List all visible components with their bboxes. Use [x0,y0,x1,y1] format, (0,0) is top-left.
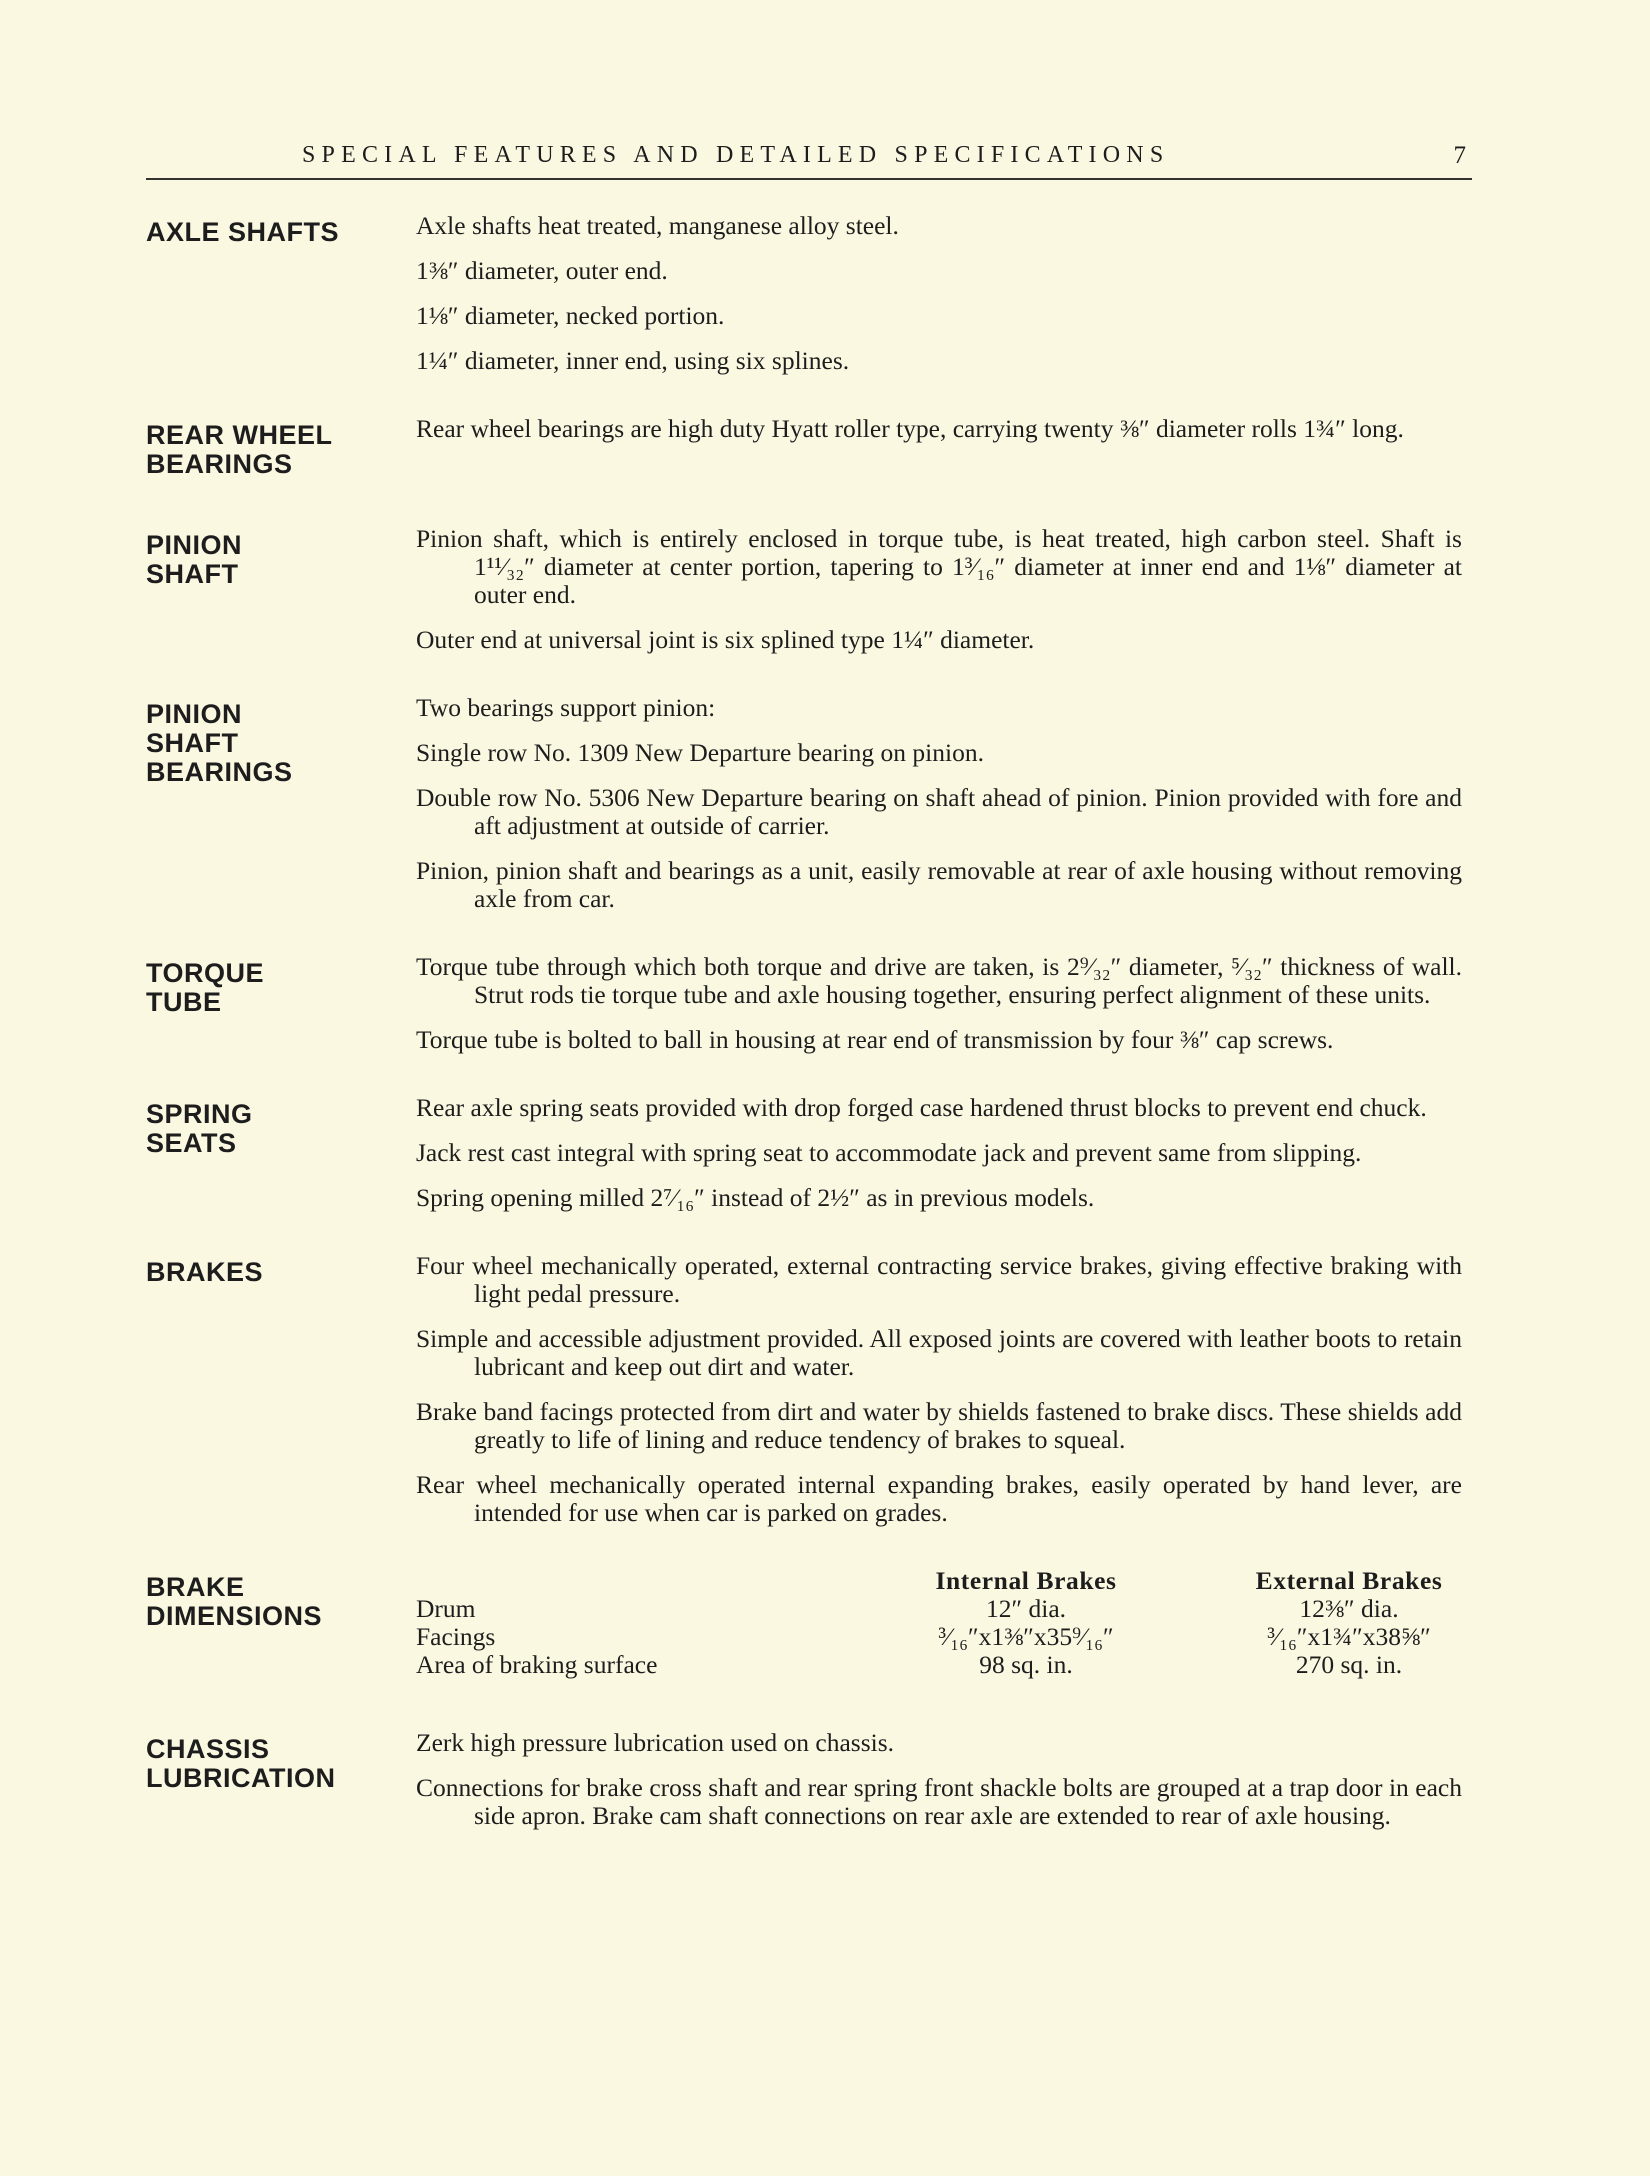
section-torque-tube [0,953,1650,1054]
section-rear-wheel-bearings [0,415,1650,485]
internal-drum-value: 12″ dia. [985,1594,1067,1623]
section-pinion-shaft [0,525,1650,654]
spec-paragraph: Simple and accessible adjustment provided. All exposed joints are covered with leather boots to retain lubricant and keep out dirt and water. [416,1324,1462,1381]
spec-paragraph: Torque tube is bolted to ball in housing at rear end of transmission by four ⅜″ cap screws. [416,1025,1334,1054]
section-body [416,1252,1462,1527]
column-header-external: External Brakes [1255,1566,1443,1595]
external-area-value: 270 sq. in. [1295,1650,1403,1679]
section-body [416,1094,1462,1212]
section-body [416,525,1462,654]
section-axle-shafts [0,212,1650,375]
section-label: PINION SHAFT [146,530,243,589]
external-drum-value: 12⅜″ dia. [1299,1594,1399,1623]
spec-paragraph: Connections for brake cross shaft and rear spring front shackle bolts are grouped at a trap door in each side apron. Brake cam shaft connections on rear axle are extended to rear of axle housing. [416,1773,1462,1830]
page-number: 7 [1453,142,1466,169]
spec-paragraph: Zerk high pressure lubrication used on chassis. [416,1728,895,1757]
section-brake-dimensions [0,1567,1650,1689]
spec-paragraph: Axle shafts heat treated, manganese alloy steel. [416,211,899,240]
external-brakes-column [1216,1567,1482,1679]
section-body [416,694,1462,913]
section-label: TORQUE TUBE [146,958,265,1017]
row-label-area: Area of braking surface [416,1650,658,1679]
internal-area-value: 98 sq. in. [979,1650,1073,1679]
section-label: PINION SHAFT BEARINGS [146,699,293,787]
row-label-facings: Facings [416,1622,496,1651]
spec-paragraph: 1⅜″ diameter, outer end. [416,256,668,285]
spec-paragraph: Pinion shaft, which is entirely enclosed in torque tube, is heat treated, high carbon steel. Shaft is 1¹¹⁄₃₂″ diameter at center portion, tapering to 1³⁄₁₆″ diameter at inner end and 1⅛″ diameter at outer end. [416,524,1462,609]
spec-paragraph: Pinion, pinion shaft and bearings as a unit, easily removable at rear of axle housing without removing axle from car. [416,856,1462,913]
section-label: BRAKE DIMENSIONS [146,1572,323,1631]
section-label: SPRING SEATS [146,1099,253,1158]
specification-sections [0,212,1650,1870]
spec-paragraph: Two bearings support pinion: [416,693,716,722]
spec-paragraph: Jack rest cast integral with spring seat to accommodate jack and prevent same from slipping. [416,1138,1362,1167]
spec-paragraph: Spring opening milled 2⁷⁄₁₆″ instead of 2½″ as in previous models. [416,1183,1095,1212]
brake-dimensions-table [416,1567,1462,1689]
column-header-internal: Internal Brakes [935,1566,1117,1595]
section-brakes [0,1252,1650,1527]
internal-brakes-column [886,1567,1166,1679]
section-body [416,415,1462,443]
running-header [146,138,1472,180]
spec-paragraph: Four wheel mechanically operated, external contracting service brakes, giving effective braking with light pedal pressure. [416,1251,1462,1308]
section-spring-seats [0,1094,1650,1212]
internal-facings-value: ³⁄₁₆″x1⅜″x35⁹⁄₁₆″ [938,1622,1114,1651]
spec-paragraph: Brake band facings protected from dirt and water by shields fastened to brake discs. These shields add greatly to life of lining and reduce tendency of brakes to squeal. [416,1397,1462,1454]
section-label: AXLE SHAFTS [146,217,340,247]
external-facings-value: ³⁄₁₆″x1¾″x38⅝″ [1267,1622,1431,1651]
section-chassis-lubrication [0,1729,1650,1830]
row-label-drum: Drum [416,1594,476,1623]
section-label: BRAKES [146,1257,264,1287]
spec-paragraph: Rear axle spring seats provided with drop forged case hardened thrust blocks to prevent end chuck. [416,1093,1427,1122]
dimension-row-labels [416,1595,657,1679]
section-body [416,212,1462,375]
section-label: CHASSIS LUBRICATION [146,1734,336,1793]
spec-paragraph: 1¼″ diameter, inner end, using six splines. [416,346,850,375]
section-body [416,1729,1462,1830]
spec-paragraph: Rear wheel mechanically operated internal expanding brakes, easily operated by hand lever, are intended for use when car is parked on grades. [416,1470,1462,1527]
spec-paragraph: Double row No. 5306 New Departure bearing on shaft ahead of pinion. Pinion provided with fore and aft adjustment at outside of carrier. [416,783,1462,840]
section-pinion-shaft-bearings [0,694,1650,913]
section-body [416,953,1462,1054]
spec-paragraph: Torque tube through which both torque and drive are taken, is 2⁹⁄₃₂″ diameter, ⁵⁄₃₂″ thickness of wall. Strut rods tie torque tube and axle housing together, ensuring perfect alignment of these units. [416,952,1462,1009]
spec-paragraph: Rear wheel bearings are high duty Hyatt roller type, carrying twenty ⅜″ diameter rolls 1¾″ long. [416,414,1404,443]
spec-paragraph: 1⅛″ diameter, necked portion. [416,301,725,330]
section-label: REAR WHEEL BEARINGS [146,420,333,479]
spec-paragraph: Single row No. 1309 New Departure bearing on pinion. [416,738,984,767]
spec-paragraph: Outer end at universal joint is six splined type 1¼″ diameter. [416,625,1035,654]
running-title: SPECIAL FEATURES AND DETAILED SPECIFICATIONS [302,142,1170,168]
